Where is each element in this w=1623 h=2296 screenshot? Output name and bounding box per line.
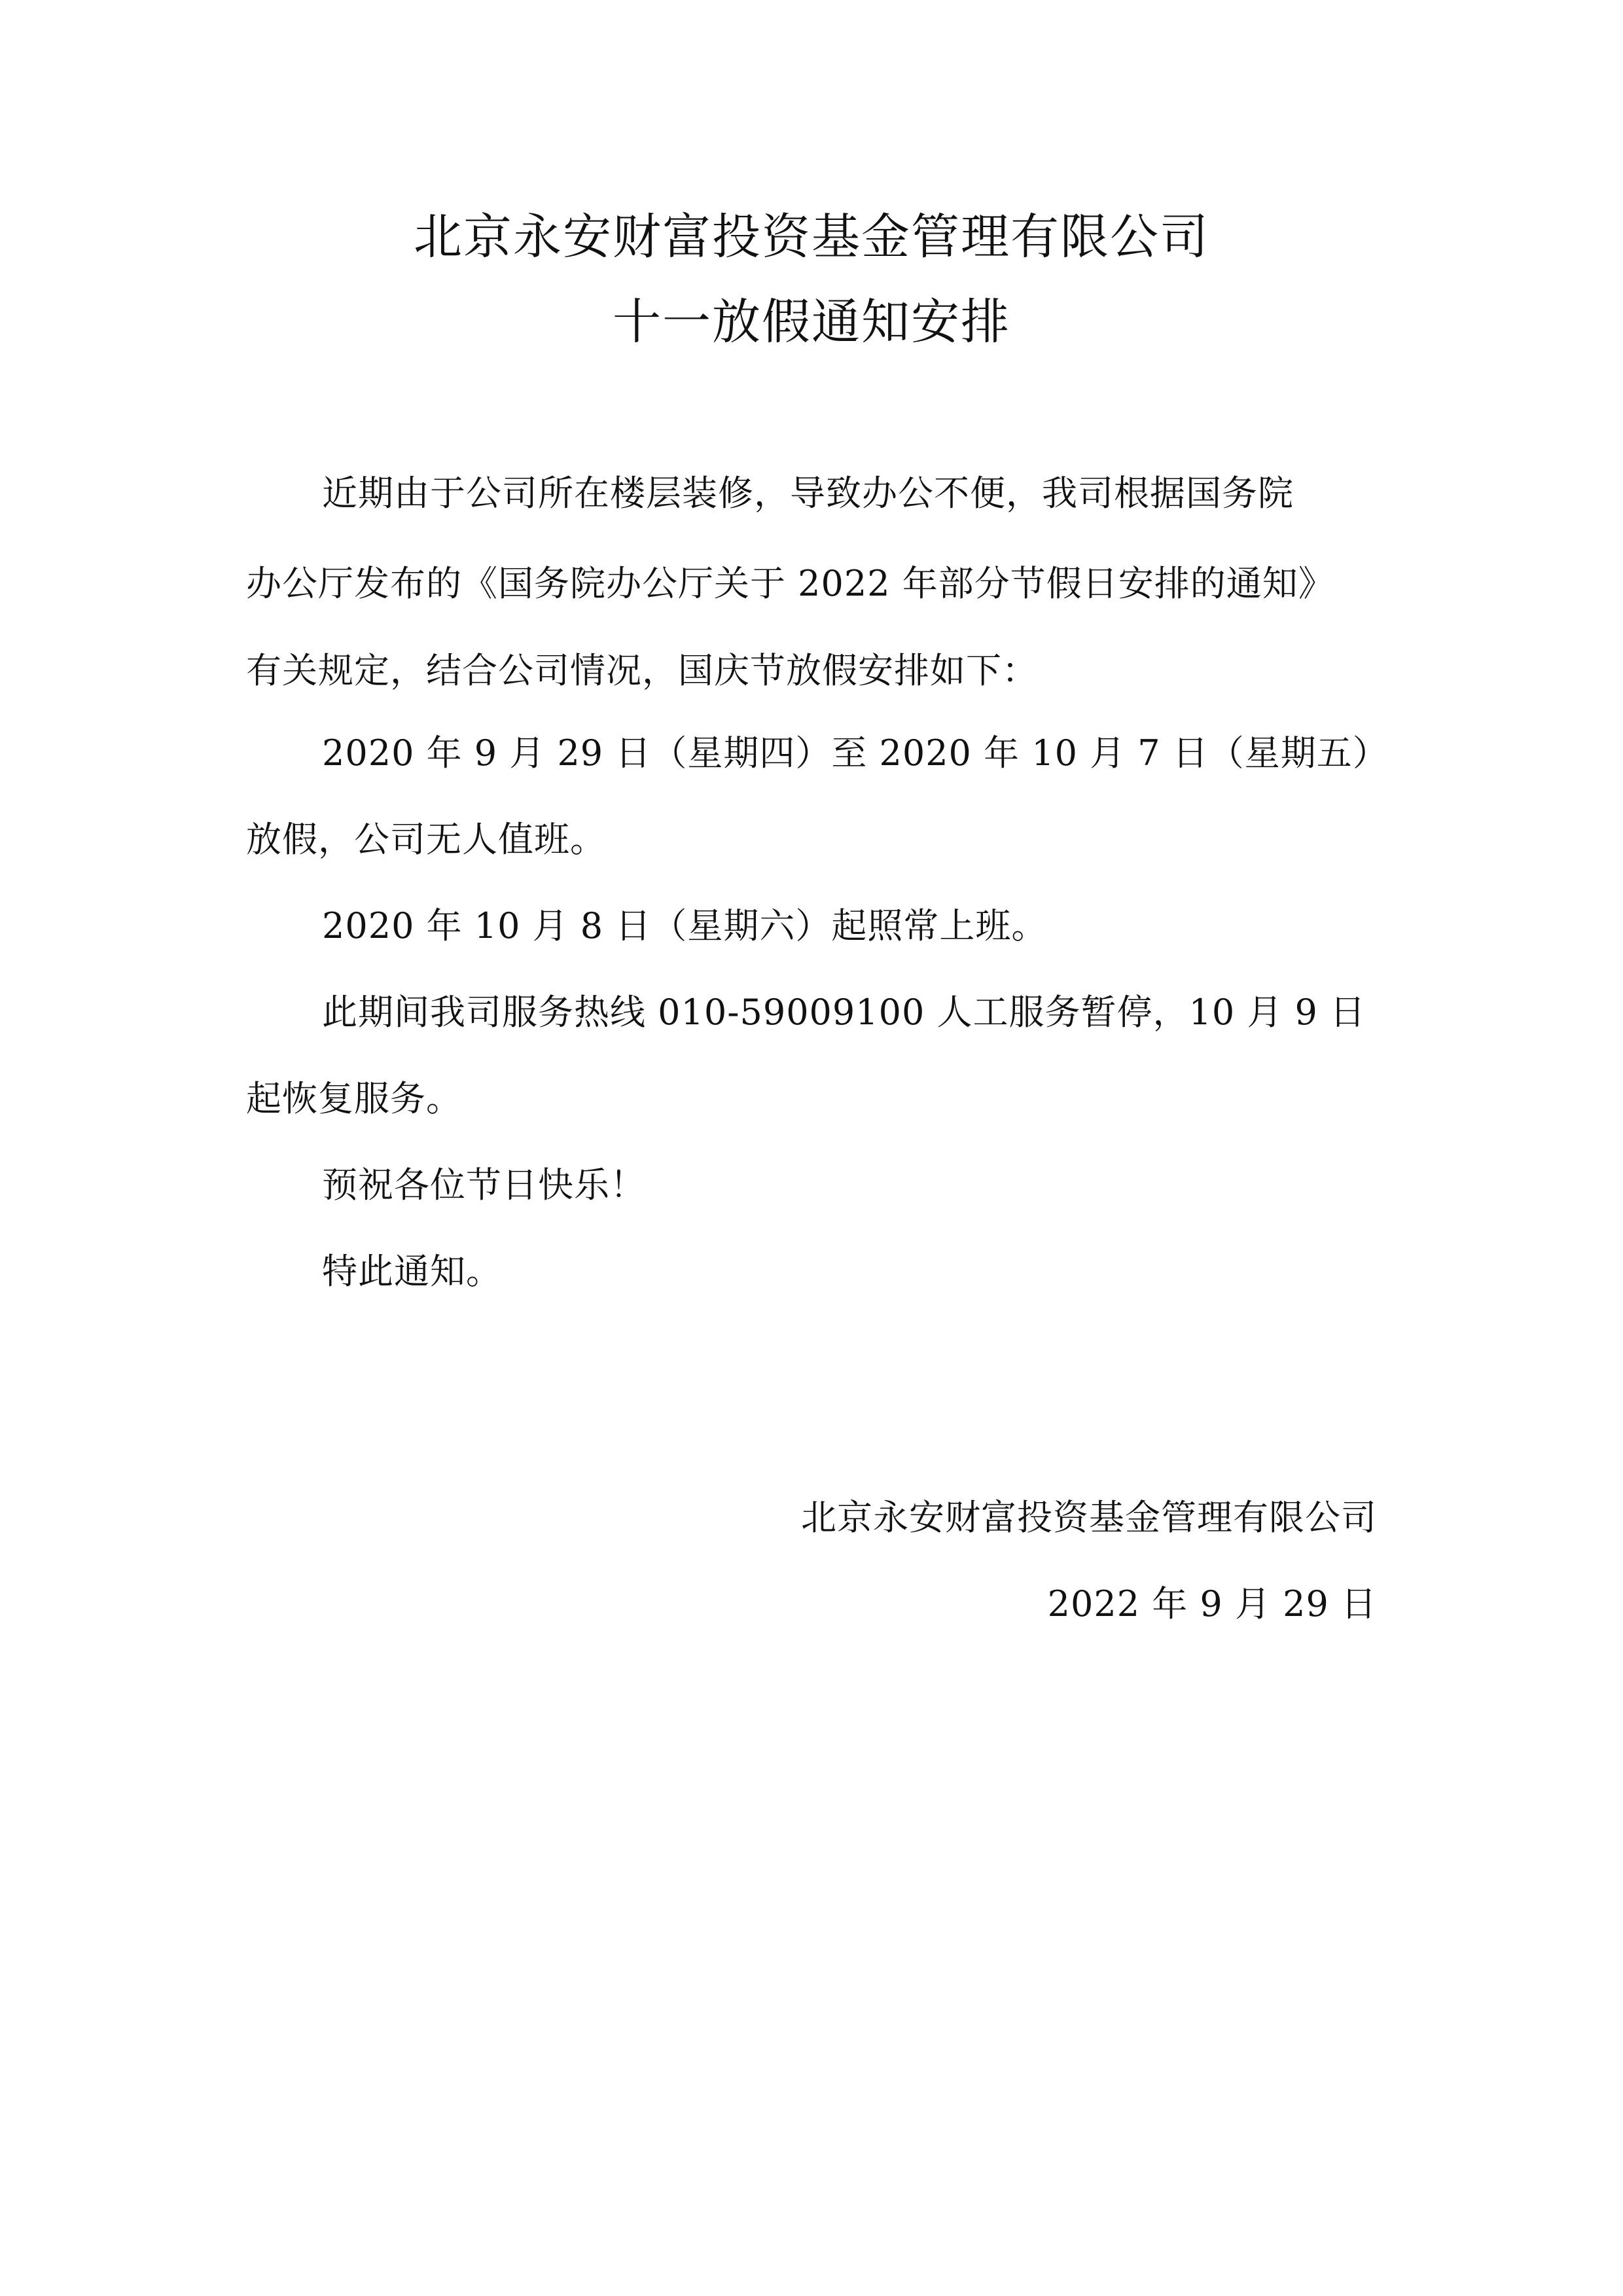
document-title: 北京永安财富投资基金管理有限公司: [414, 209, 1209, 265]
signature-organization: 北京永安财富投资基金管理有限公司: [801, 1497, 1377, 1538]
paragraph-1-line-3: 有关规定，结合公司情况，国庆节放假安排如下：: [246, 650, 1038, 691]
paragraph-2-line-2: 放假，公司无人值班。: [246, 819, 606, 860]
paragraph-5: 预祝各位节日快乐！: [322, 1164, 646, 1206]
signature-date: 2022 年 9 月 29 日: [1047, 1583, 1377, 1624]
paragraph-1-line-1: 近期由于公司所在楼层装修，导致办公不便，我司根据国务院: [322, 473, 1294, 514]
paragraph-4-line-1: 此期间我司服务热线 010-59009100 人工服务暂停，10 月 9 日: [322, 992, 1366, 1033]
paragraph-3: 2020 年 10 月 8 日（星期六）起照常上班。: [322, 905, 1048, 946]
document-subtitle: 十一放假通知安排: [613, 294, 1010, 350]
paragraph-1-line-2: 办公厅发布的《国务院办公厅关于 2022 年部分节假日安排的通知》: [246, 563, 1334, 604]
paragraph-4-line-2: 起恢复服务。: [246, 1078, 462, 1119]
paragraph-6: 特此通知。: [322, 1251, 502, 1292]
paragraph-2-line-1: 2020 年 9 月 29 日（星期四）至 2020 年 10 月 7 日（星期五）: [322, 732, 1389, 774]
